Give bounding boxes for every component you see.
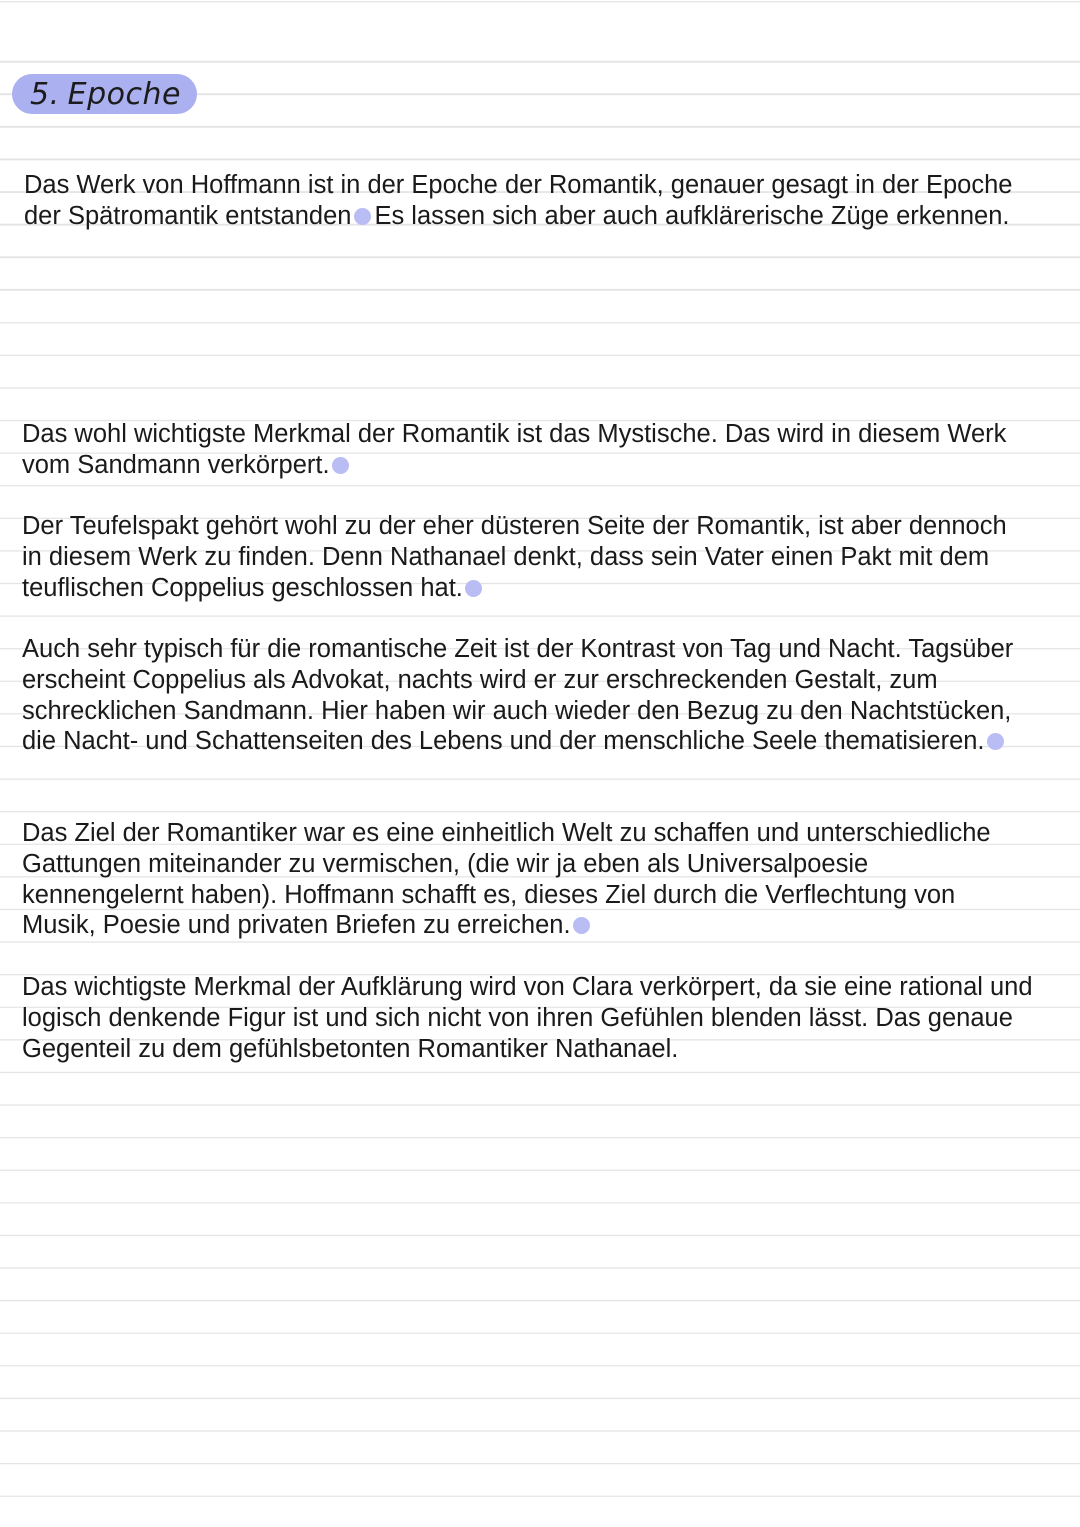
bullet-dot-icon	[354, 208, 371, 225]
paragraph-tag-nacht	[22, 634, 1032, 757]
paragraph-teufelspakt	[22, 511, 1012, 603]
bullet-dot-icon	[987, 733, 1004, 750]
heading-title: Epoche	[67, 76, 181, 112]
paragraph-intro-part2: Es lassen sich aber auch aufklärerische Züge erkennen.	[374, 201, 1010, 230]
paragraph-teufelspakt-text: Der Teufelspakt gehört wohl zu der eher düsteren Seite der Romantik, ist aber dennoch in diesem Werk zu finden. Denn Nathanael denkt, dass sein Vater einen Pakt mit dem teuflischen Coppelius geschlossen hat.	[22, 512, 1007, 602]
bullet-dot-icon	[465, 580, 482, 597]
bullet-dot-icon	[332, 457, 349, 474]
heading-number: 5.	[30, 76, 60, 112]
heading-highlight	[12, 74, 197, 114]
paragraph-mystic-text: Das wohl wichtigste Merkmal der Romantik ist das Mystische. Das wird in diesem Werk vom Sandmann verkörpert.	[22, 420, 1007, 479]
section-heading	[12, 74, 197, 114]
paragraph-mystic	[22, 419, 1012, 481]
paragraph-universalpoesie-text: Das Ziel der Romantiker war es eine einheitlich Welt zu schaffen und unterschiedliche Gattungen miteinander zu vermischen, (die wir ja eben als Universalpoesie kennengelernt haben). Hoffmann schafft es, dieses Ziel durch die Verflechtung von Musik, Poesie und privaten Briefen zu erreichen.	[22, 819, 991, 940]
paragraph-intro	[24, 170, 1054, 232]
paragraph-tag-nacht-text: Auch sehr typisch für die romantische Zeit ist der Kontrast von Tag und Nacht. Tagsüber erscheint Coppelius als Advokat, nachts wird er zur erschreckenden Gestalt, zum schrecklichen Sandmann. Hier haben wir auch wieder den Bezug zu den Nachtstücken, die Nacht- und Schattenseiten des Lebens und der menschliche Seele thematisieren.	[22, 635, 1014, 756]
bullet-dot-icon	[573, 917, 590, 934]
paragraph-aufklaerung-text: Das wichtigste Merkmal der Aufklärung wird von Clara verkörpert, da sie eine rational und logisch denkende Figur ist und sich nicht von ihren Gefühlen blenden lässt. Das genaue Gegenteil zu dem gefühlsbetonten Romantiker Nathanael.	[22, 973, 1033, 1063]
paragraph-aufklaerung	[22, 972, 1062, 1064]
paragraph-intro-part1: Das Werk von Hoffmann ist in der Epoche der Romantik, genauer gesagt in der Epoche der Spätromantik entstanden	[24, 171, 1013, 230]
paragraph-universalpoesie	[22, 818, 1022, 941]
